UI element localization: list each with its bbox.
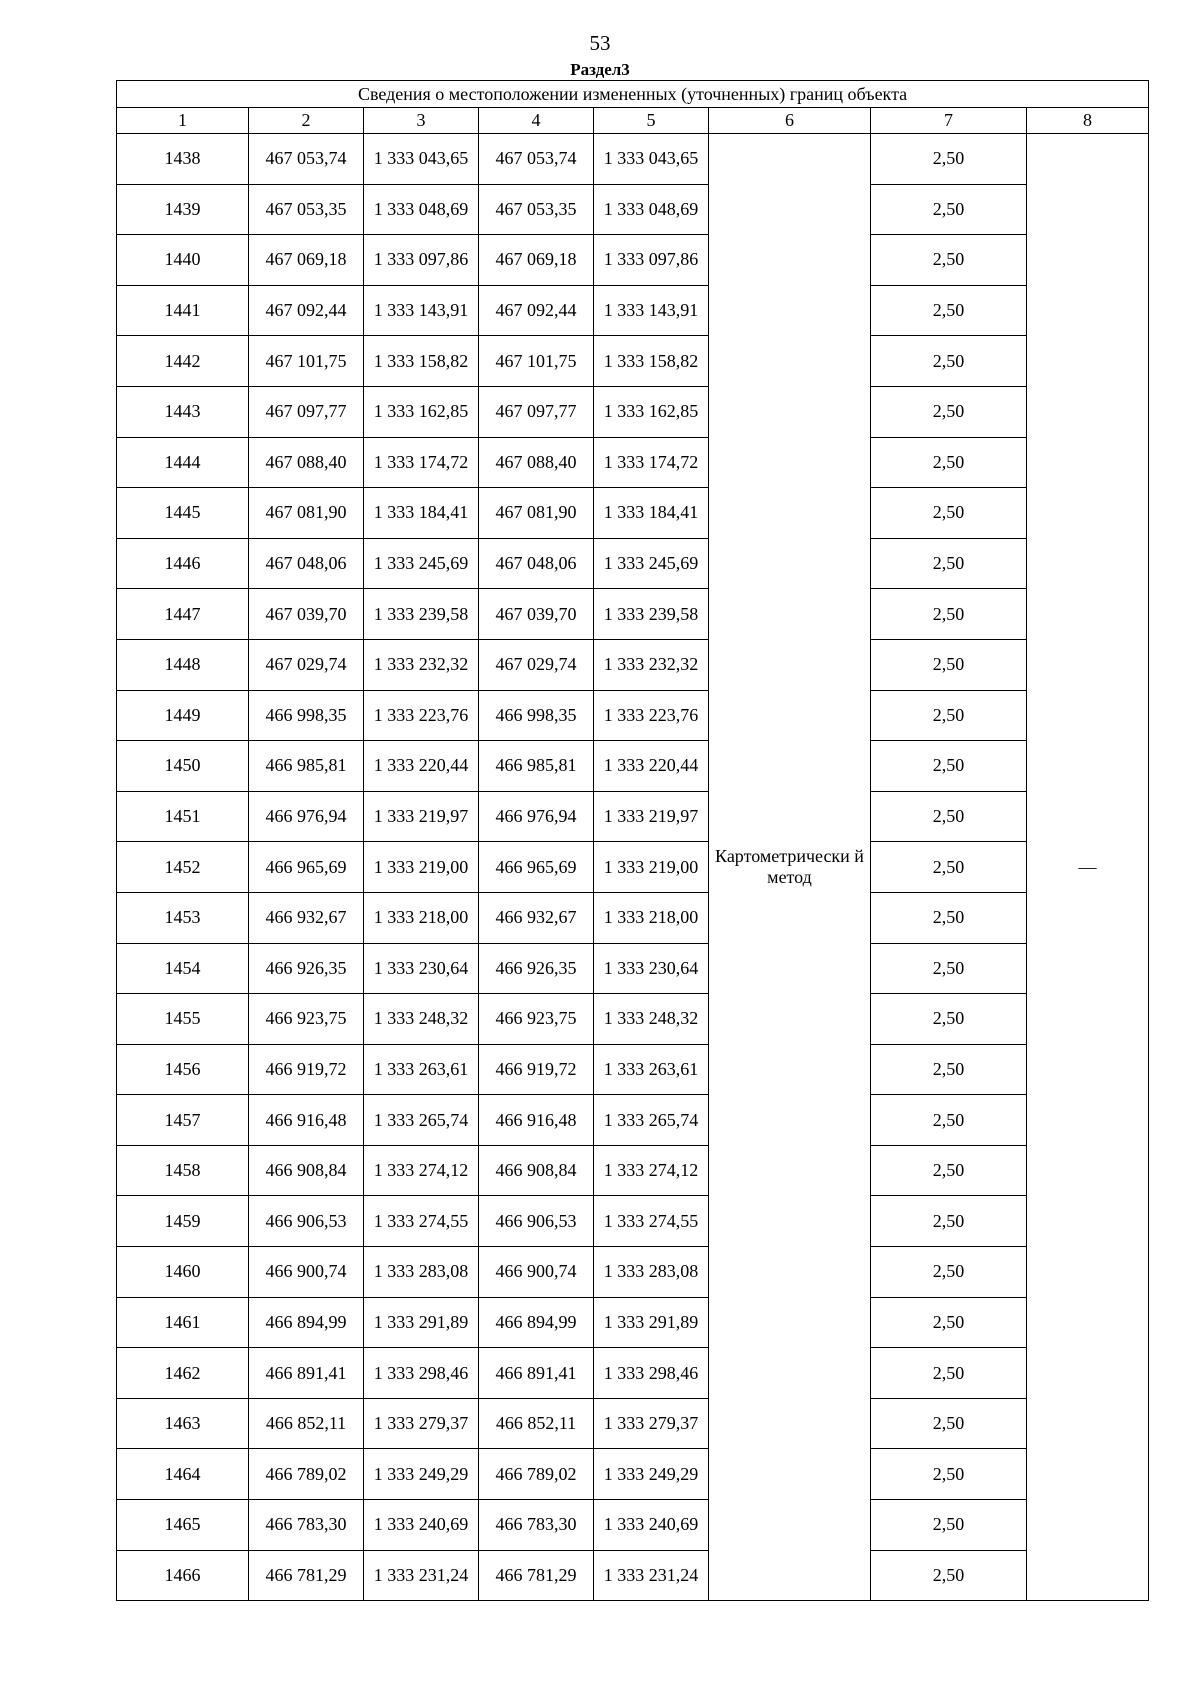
point-number-cell: 1460 — [117, 1247, 249, 1298]
y-new-cell: 1 333 298,46 — [594, 1348, 709, 1399]
column-number-6: 6 — [709, 108, 871, 134]
y-new-cell: 1 333 218,00 — [594, 892, 709, 943]
table-row — [117, 589, 1149, 640]
table-row — [117, 386, 1149, 437]
accuracy-cell: 2,50 — [871, 1095, 1027, 1146]
x-new-cell: 467 069,18 — [479, 235, 594, 286]
x-new-cell: 466 985,81 — [479, 741, 594, 792]
y-existing-cell: 1 333 274,12 — [364, 1145, 479, 1196]
table-row — [117, 943, 1149, 994]
accuracy-cell: 2,50 — [871, 1044, 1027, 1095]
accuracy-cell: 2,50 — [871, 1297, 1027, 1348]
point-number-cell: 1448 — [117, 639, 249, 690]
table-row — [117, 690, 1149, 741]
x-existing-cell: 467 088,40 — [249, 437, 364, 488]
column-number-2: 2 — [249, 108, 364, 134]
x-existing-cell: 466 908,84 — [249, 1145, 364, 1196]
y-new-cell: 1 333 219,97 — [594, 791, 709, 842]
y-existing-cell: 1 333 184,41 — [364, 488, 479, 539]
x-existing-cell: 467 081,90 — [249, 488, 364, 539]
y-new-cell: 1 333 283,08 — [594, 1247, 709, 1298]
x-new-cell: 467 101,75 — [479, 336, 594, 387]
column-8-cell: — — [1027, 134, 1149, 1601]
accuracy-cell: 2,50 — [871, 589, 1027, 640]
y-existing-cell: 1 333 248,32 — [364, 994, 479, 1045]
y-new-cell: 1 333 232,32 — [594, 639, 709, 690]
y-existing-cell: 1 333 274,55 — [364, 1196, 479, 1247]
table-row — [117, 184, 1149, 235]
point-number-cell: 1451 — [117, 791, 249, 842]
y-existing-cell: 1 333 245,69 — [364, 538, 479, 589]
x-existing-cell: 467 097,77 — [249, 386, 364, 437]
x-new-cell: 467 092,44 — [479, 285, 594, 336]
point-number-cell: 1446 — [117, 538, 249, 589]
x-new-cell: 466 781,29 — [479, 1550, 594, 1601]
accuracy-cell: 2,50 — [871, 184, 1027, 235]
y-new-cell: 1 333 263,61 — [594, 1044, 709, 1095]
table-row — [117, 1044, 1149, 1095]
x-new-cell: 466 926,35 — [479, 943, 594, 994]
y-new-cell: 1 333 223,76 — [594, 690, 709, 741]
x-existing-cell: 466 916,48 — [249, 1095, 364, 1146]
column-number-3: 3 — [364, 108, 479, 134]
x-new-cell: 466 783,30 — [479, 1500, 594, 1551]
accuracy-cell: 2,50 — [871, 1145, 1027, 1196]
table-row — [117, 235, 1149, 286]
point-number-cell: 1455 — [117, 994, 249, 1045]
point-number-cell: 1459 — [117, 1196, 249, 1247]
accuracy-cell: 2,50 — [871, 1449, 1027, 1500]
table-row — [117, 994, 1149, 1045]
y-existing-cell: 1 333 239,58 — [364, 589, 479, 640]
accuracy-cell: 2,50 — [871, 892, 1027, 943]
x-existing-cell: 467 101,75 — [249, 336, 364, 387]
table-row — [117, 741, 1149, 792]
y-existing-cell: 1 333 283,08 — [364, 1247, 479, 1298]
y-existing-cell: 1 333 048,69 — [364, 184, 479, 235]
point-number-cell: 1463 — [117, 1398, 249, 1449]
y-new-cell: 1 333 240,69 — [594, 1500, 709, 1551]
accuracy-cell: 2,50 — [871, 1247, 1027, 1298]
table-row — [117, 285, 1149, 336]
x-new-cell: 466 916,48 — [479, 1095, 594, 1146]
x-existing-cell: 466 900,74 — [249, 1247, 364, 1298]
point-number-cell: 1466 — [117, 1550, 249, 1601]
accuracy-cell: 2,50 — [871, 1348, 1027, 1399]
y-existing-cell: 1 333 143,91 — [364, 285, 479, 336]
table-row — [117, 134, 1149, 185]
point-number-cell: 1461 — [117, 1297, 249, 1348]
y-existing-cell: 1 333 231,24 — [364, 1550, 479, 1601]
x-new-cell: 466 976,94 — [479, 791, 594, 842]
table-row — [117, 639, 1149, 690]
y-new-cell: 1 333 043,65 — [594, 134, 709, 185]
y-existing-cell: 1 333 263,61 — [364, 1044, 479, 1095]
section-title: Раздел3 — [570, 60, 630, 79]
x-existing-cell: 466 976,94 — [249, 791, 364, 842]
x-existing-cell: 467 069,18 — [249, 235, 364, 286]
x-existing-cell: 466 781,29 — [249, 1550, 364, 1601]
x-existing-cell: 466 985,81 — [249, 741, 364, 792]
table-row — [117, 1297, 1149, 1348]
y-new-cell: 1 333 249,29 — [594, 1449, 709, 1500]
y-new-cell: 1 333 158,82 — [594, 336, 709, 387]
y-new-cell: 1 333 279,37 — [594, 1398, 709, 1449]
point-number-cell: 1453 — [117, 892, 249, 943]
point-number-cell: 1464 — [117, 1449, 249, 1500]
y-existing-cell: 1 333 249,29 — [364, 1449, 479, 1500]
accuracy-cell: 2,50 — [871, 690, 1027, 741]
table-row — [117, 1398, 1149, 1449]
x-existing-cell: 466 932,67 — [249, 892, 364, 943]
y-new-cell: 1 333 230,64 — [594, 943, 709, 994]
point-number-cell: 1458 — [117, 1145, 249, 1196]
y-new-cell: 1 333 184,41 — [594, 488, 709, 539]
table-row — [117, 538, 1149, 589]
accuracy-cell: 2,50 — [871, 134, 1027, 185]
x-new-cell: 466 908,84 — [479, 1145, 594, 1196]
method-cell: Картометрически й метод — [709, 134, 871, 1601]
table-row — [117, 1196, 1149, 1247]
coordinates-table — [116, 80, 1149, 1601]
accuracy-cell: 2,50 — [871, 791, 1027, 842]
y-existing-cell: 1 333 232,32 — [364, 639, 479, 690]
x-new-cell: 466 919,72 — [479, 1044, 594, 1095]
x-existing-cell: 467 092,44 — [249, 285, 364, 336]
table-row — [117, 842, 1149, 893]
accuracy-cell: 2,50 — [871, 639, 1027, 690]
y-existing-cell: 1 333 230,64 — [364, 943, 479, 994]
x-new-cell: 467 081,90 — [479, 488, 594, 539]
x-new-cell: 467 048,06 — [479, 538, 594, 589]
table-row — [117, 892, 1149, 943]
point-number-cell: 1454 — [117, 943, 249, 994]
accuracy-cell: 2,50 — [871, 842, 1027, 893]
x-existing-cell: 467 048,06 — [249, 538, 364, 589]
y-new-cell: 1 333 220,44 — [594, 741, 709, 792]
y-existing-cell: 1 333 219,00 — [364, 842, 479, 893]
y-new-cell: 1 333 248,32 — [594, 994, 709, 1045]
accuracy-cell: 2,50 — [871, 538, 1027, 589]
y-new-cell: 1 333 048,69 — [594, 184, 709, 235]
accuracy-cell: 2,50 — [871, 235, 1027, 286]
column-number-1: 1 — [117, 108, 249, 134]
point-number-cell: 1462 — [117, 1348, 249, 1399]
table-row — [117, 1145, 1149, 1196]
y-existing-cell: 1 333 174,72 — [364, 437, 479, 488]
y-new-cell: 1 333 162,85 — [594, 386, 709, 437]
y-new-cell: 1 333 219,00 — [594, 842, 709, 893]
x-new-cell: 466 998,35 — [479, 690, 594, 741]
y-existing-cell: 1 333 298,46 — [364, 1348, 479, 1399]
point-number-cell: 1438 — [117, 134, 249, 185]
column-number-7: 7 — [871, 108, 1027, 134]
point-number-cell: 1444 — [117, 437, 249, 488]
x-new-cell: 467 029,74 — [479, 639, 594, 690]
y-new-cell: 1 333 274,55 — [594, 1196, 709, 1247]
x-new-cell: 466 900,74 — [479, 1247, 594, 1298]
table-row — [117, 1348, 1149, 1399]
table-row — [117, 1095, 1149, 1146]
y-existing-cell: 1 333 219,97 — [364, 791, 479, 842]
page-number: 53 — [589, 31, 611, 55]
x-new-cell: 467 053,35 — [479, 184, 594, 235]
column-number-5: 5 — [594, 108, 709, 134]
x-new-cell: 466 965,69 — [479, 842, 594, 893]
accuracy-cell: 2,50 — [871, 994, 1027, 1045]
column-number-8: 8 — [1027, 108, 1149, 134]
accuracy-cell: 2,50 — [871, 336, 1027, 387]
point-number-cell: 1452 — [117, 842, 249, 893]
x-existing-cell: 467 053,35 — [249, 184, 364, 235]
y-new-cell: 1 333 231,24 — [594, 1550, 709, 1601]
y-existing-cell: 1 333 223,76 — [364, 690, 479, 741]
x-existing-cell: 466 906,53 — [249, 1196, 364, 1247]
accuracy-cell: 2,50 — [871, 741, 1027, 792]
accuracy-cell: 2,50 — [871, 1500, 1027, 1551]
x-existing-cell: 466 926,35 — [249, 943, 364, 994]
x-existing-cell: 466 919,72 — [249, 1044, 364, 1095]
x-new-cell: 466 891,41 — [479, 1348, 594, 1399]
point-number-cell: 1439 — [117, 184, 249, 235]
x-new-cell: 467 088,40 — [479, 437, 594, 488]
point-number-cell: 1450 — [117, 741, 249, 792]
y-new-cell: 1 333 291,89 — [594, 1297, 709, 1348]
accuracy-cell: 2,50 — [871, 285, 1027, 336]
x-existing-cell: 466 852,11 — [249, 1398, 364, 1449]
y-new-cell: 1 333 239,58 — [594, 589, 709, 640]
x-new-cell: 466 894,99 — [479, 1297, 594, 1348]
point-number-cell: 1449 — [117, 690, 249, 741]
y-existing-cell: 1 333 240,69 — [364, 1500, 479, 1551]
x-new-cell: 467 039,70 — [479, 589, 594, 640]
y-existing-cell: 1 333 158,82 — [364, 336, 479, 387]
x-existing-cell: 467 039,70 — [249, 589, 364, 640]
x-existing-cell: 466 789,02 — [249, 1449, 364, 1500]
point-number-cell: 1440 — [117, 235, 249, 286]
x-existing-cell: 466 965,69 — [249, 842, 364, 893]
x-new-cell: 466 906,53 — [479, 1196, 594, 1247]
y-existing-cell: 1 333 265,74 — [364, 1095, 479, 1146]
x-existing-cell: 466 891,41 — [249, 1348, 364, 1399]
y-existing-cell: 1 333 043,65 — [364, 134, 479, 185]
table-row — [117, 1247, 1149, 1298]
y-existing-cell: 1 333 279,37 — [364, 1398, 479, 1449]
table-row — [117, 1550, 1149, 1601]
x-existing-cell: 466 783,30 — [249, 1500, 364, 1551]
x-new-cell: 466 923,75 — [479, 994, 594, 1045]
accuracy-cell: 2,50 — [871, 1398, 1027, 1449]
x-existing-cell: 466 923,75 — [249, 994, 364, 1045]
point-number-cell: 1442 — [117, 336, 249, 387]
x-new-cell: 466 932,67 — [479, 892, 594, 943]
y-existing-cell: 1 333 162,85 — [364, 386, 479, 437]
y-existing-cell: 1 333 097,86 — [364, 235, 479, 286]
table-row — [117, 1500, 1149, 1551]
point-number-cell: 1447 — [117, 589, 249, 640]
x-new-cell: 466 852,11 — [479, 1398, 594, 1449]
point-number-cell: 1457 — [117, 1095, 249, 1146]
accuracy-cell: 2,50 — [871, 1196, 1027, 1247]
x-existing-cell: 466 998,35 — [249, 690, 364, 741]
accuracy-cell: 2,50 — [871, 943, 1027, 994]
y-new-cell: 1 333 274,12 — [594, 1145, 709, 1196]
table-row — [117, 1449, 1149, 1500]
y-new-cell: 1 333 265,74 — [594, 1095, 709, 1146]
x-new-cell: 467 097,77 — [479, 386, 594, 437]
column-number-4: 4 — [479, 108, 594, 134]
point-number-cell: 1445 — [117, 488, 249, 539]
accuracy-cell: 2,50 — [871, 488, 1027, 539]
x-new-cell: 467 053,74 — [479, 134, 594, 185]
y-new-cell: 1 333 174,72 — [594, 437, 709, 488]
accuracy-cell: 2,50 — [871, 1550, 1027, 1601]
table-row — [117, 437, 1149, 488]
table-row — [117, 488, 1149, 539]
table-row — [117, 336, 1149, 387]
table-caption: Сведения о местоположении измененных (уточненных) границ объекта — [117, 81, 1149, 108]
column-number-row — [117, 108, 1149, 134]
accuracy-cell: 2,50 — [871, 386, 1027, 437]
x-new-cell: 466 789,02 — [479, 1449, 594, 1500]
point-number-cell: 1465 — [117, 1500, 249, 1551]
point-number-cell: 1456 — [117, 1044, 249, 1095]
y-existing-cell: 1 333 218,00 — [364, 892, 479, 943]
y-existing-cell: 1 333 291,89 — [364, 1297, 479, 1348]
table-body — [117, 134, 1149, 1601]
point-number-cell: 1441 — [117, 285, 249, 336]
x-existing-cell: 467 053,74 — [249, 134, 364, 185]
point-number-cell: 1443 — [117, 386, 249, 437]
accuracy-cell: 2,50 — [871, 437, 1027, 488]
x-existing-cell: 466 894,99 — [249, 1297, 364, 1348]
y-new-cell: 1 333 097,86 — [594, 235, 709, 286]
y-new-cell: 1 333 245,69 — [594, 538, 709, 589]
y-existing-cell: 1 333 220,44 — [364, 741, 479, 792]
y-new-cell: 1 333 143,91 — [594, 285, 709, 336]
table-row — [117, 791, 1149, 842]
x-existing-cell: 467 029,74 — [249, 639, 364, 690]
